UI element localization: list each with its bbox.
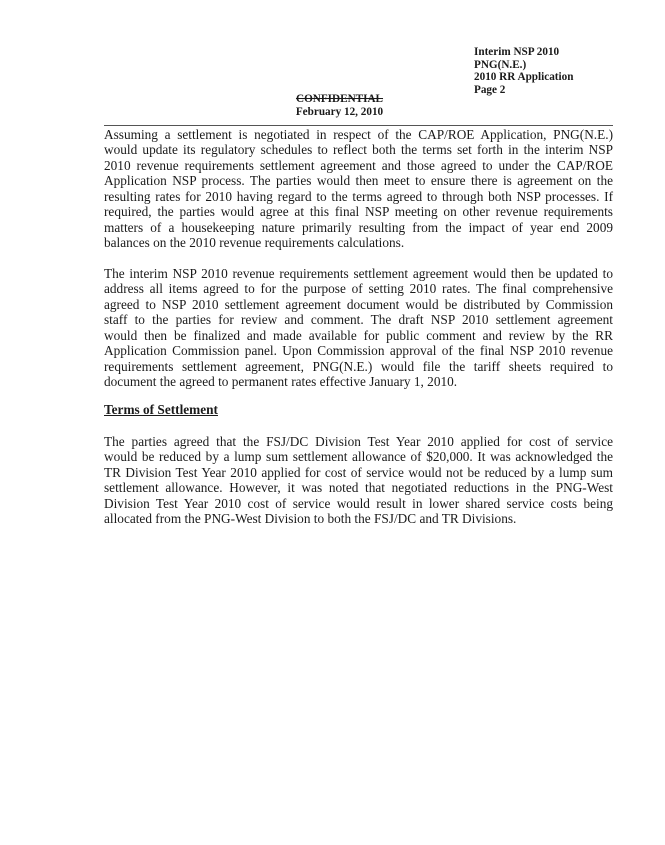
paragraph-terms-of-settlement [104,434,613,527]
section-heading-terms-of-settlement: Terms of Settlement [104,402,218,417]
text-line: address all items agreed to for the purpose of setting 2010 rates. The final comprehensive [104,281,613,297]
paragraph-settlement-process [104,127,613,251]
document-date: February 12, 2010 [295,105,384,118]
text-line: staff to the parties for review and comment. The draft NSP 2010 settlement agreement [104,312,613,328]
header-line-company: PNG(N.E.) [474,58,527,71]
text-line: matters of a housekeeping nature primarily resulting from the impact of year end 2009 [104,219,613,235]
confidential-stamp [0,93,665,119]
text-line: The parties agreed that the FSJ/DC Division Test Year 2010 applied for cost of service [104,434,613,449]
text-line: balances on the 2010 revenue requirements calculations. [104,235,405,251]
page-header [474,46,573,96]
text-line: 2010 revenue requirements settlement agreement and those agreed to under the CAP/ROE [104,157,613,173]
header-line-document-title: Interim NSP 2010 [474,46,560,58]
text-line: Application NSP process. The parties would then meet to ensure there is agreement on the [104,173,613,189]
text-line: settlement allowance. However, it was noted that negotiated reductions in the PNG-West [104,480,613,496]
text-line: Assuming a settlement is negotiated in respect of the CAP/ROE Application, PNG(N.E.) [104,127,613,142]
confidential-label: CONFIDENTIAL [295,93,384,105]
text-line: Division Test Year 2010 cost of service would result in lower shared service costs being [104,495,613,511]
text-line: allocated from the PNG-West Division to both the FSJ/DC and TR Divisions. [104,511,517,527]
text-line: resulting rates for 2010 having regard to the terms agreed to through both NSP processes. If [104,188,613,204]
text-line: TR Division Test Year 2010 applied for cost of service would not be reduced by a lump sum [104,464,613,480]
text-line: would be reduced by a lump sum settlement allowance of $20,000. It was acknowledged the [104,449,613,465]
text-line: agreed to NSP 2010 settlement agreement document would be distributed by Commission [104,296,613,312]
header-line-page-number: Page 2 [474,83,506,96]
text-line: required, the parties would agree at this final NSP meeting on other revenue requirements [104,204,613,220]
text-line: would update its regulatory schedules to reflect both the terms set forth in the interim NSP [104,142,613,158]
header-line-application: 2010 RR Application [474,71,574,84]
paragraph-agreement-update [104,266,613,390]
text-line: requirements settlement agreement, PNG(N.E.) would file the tariff sheets required to [104,358,613,374]
text-line: would then be finalized and made available for public comment and review by the RR [104,327,613,343]
text-line: document the agreed to permanent rates effective January 1, 2010. [104,374,458,390]
text-line: The interim NSP 2010 revenue requirements settlement agreement would then be updated to [104,266,613,281]
text-line: Application Commission panel. Upon Commission approval of the final NSP 2010 revenue [104,343,613,359]
header-divider [104,125,613,126]
